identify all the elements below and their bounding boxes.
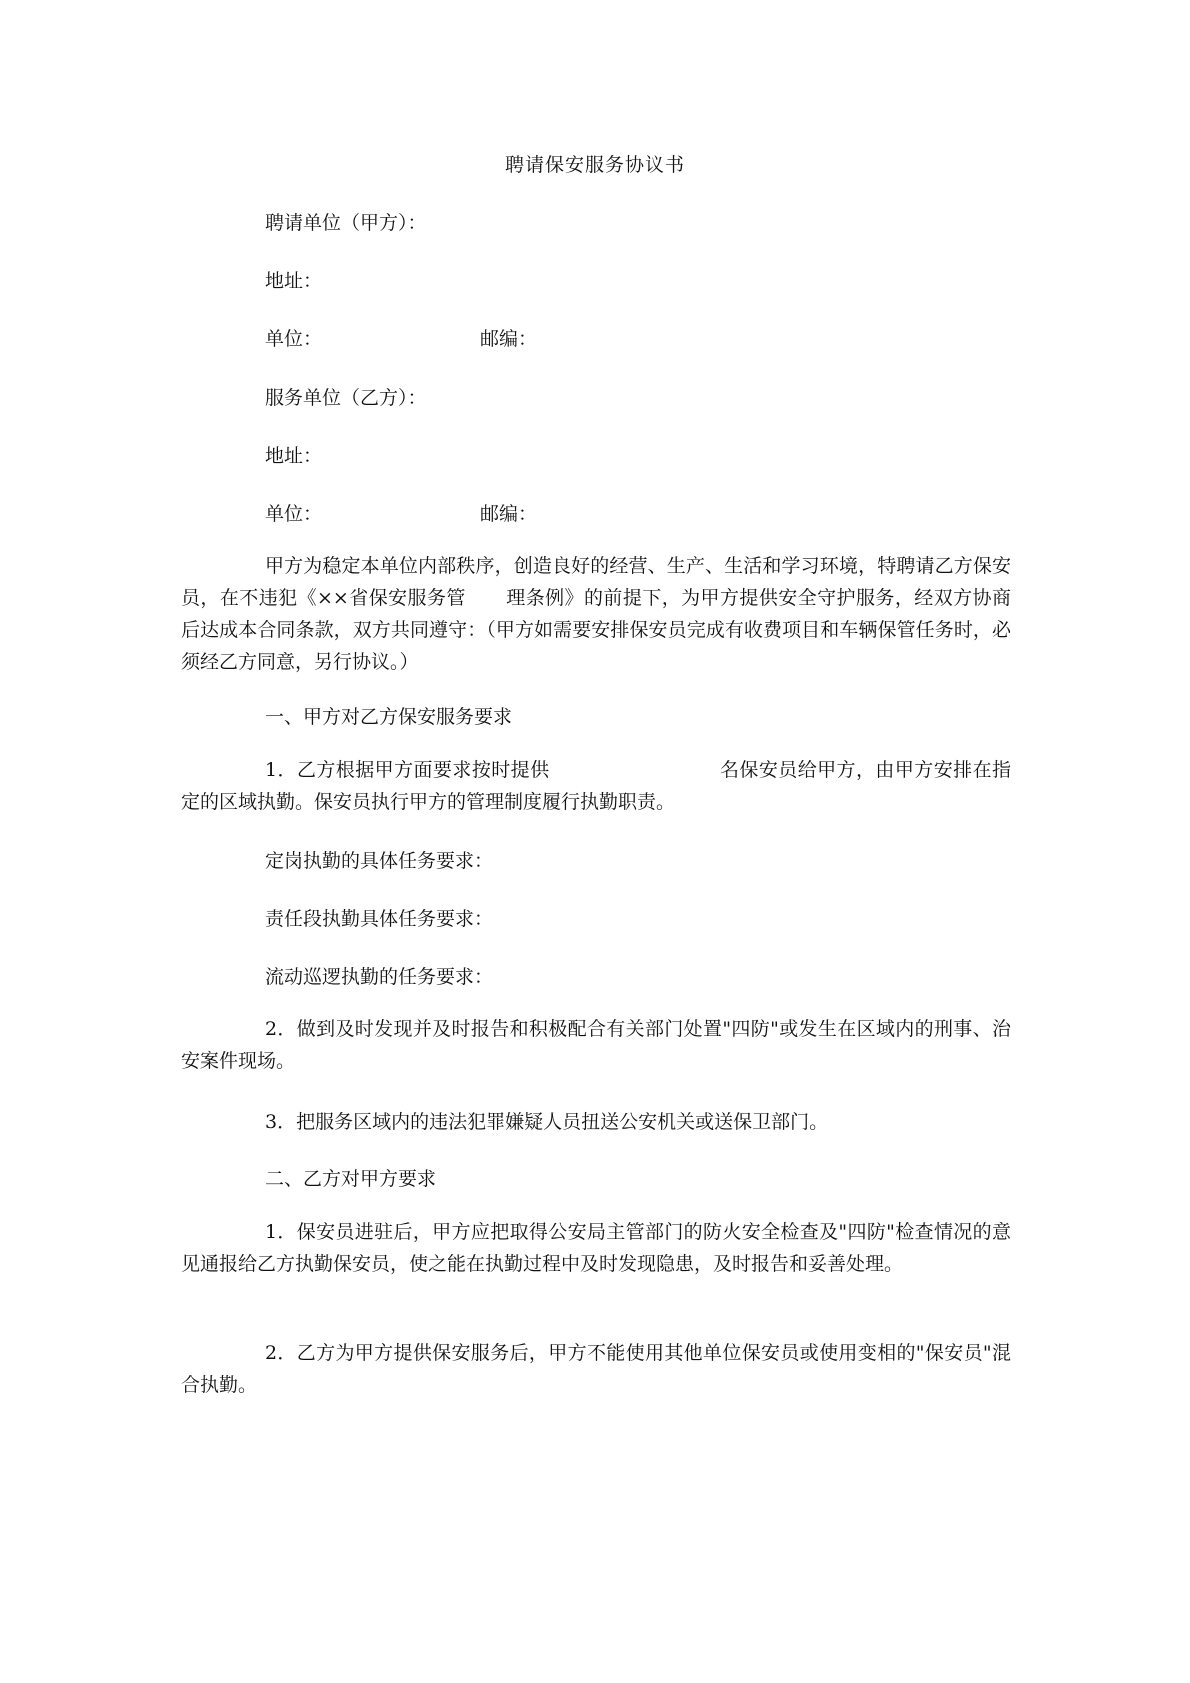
party-b-label: 服务单位（乙方）： xyxy=(265,387,427,409)
intro-text-part1: 甲方为稳定本单位内部秩序，创造良好的经营、生产、生活和学习环境，特聘请乙方保安员，在不违犯《××省保安服务管 xyxy=(181,555,1011,609)
s1-item1-part2: 名保安员给甲方，由甲方安排在指定的区域执勤。保安员执行甲方的管理制度履行执勤职责。 xyxy=(181,759,1011,813)
fixed-post-requirements: 定岗执勤的具体任务要求： xyxy=(265,850,494,872)
document-title: 聘请保安服务协议书 xyxy=(504,154,685,176)
party-b-unit-row xyxy=(265,499,537,526)
section-2-item-2: 2．乙方为甲方提供保安服务后，甲方不能使用其他单位保安员或使用变相的"保安员"混合执勤。 xyxy=(181,1342,1011,1396)
party-b-postcode-label: 邮编： xyxy=(480,503,538,525)
patrol-duty-requirements: 流动巡逻执勤的任务要求： xyxy=(265,966,494,988)
party-b-unit-label: 单位： xyxy=(265,503,323,525)
party-a-postcode-label: 邮编： xyxy=(480,328,538,350)
party-a-unit-label: 单位： xyxy=(265,328,323,350)
intro-paragraph xyxy=(181,550,1011,678)
party-a-address: 地址： xyxy=(265,270,323,292)
intro-text-part2: 理条例》的前提下，为甲方提供安全守护服务，经双方协商后达成本合同条款，双方共同遵守：（甲方如需要安排保安员完成有收费项目和车辆保管任务时，必须经乙方同意，另行协议。） xyxy=(181,587,1011,673)
segment-duty-requirements: 责任段执勤具体任务要求： xyxy=(265,908,494,930)
party-a-unit-row xyxy=(265,324,537,351)
section-1-item-1 xyxy=(181,754,1011,818)
section-1-heading: 一、甲方对乙方保安服务要求 xyxy=(265,706,513,728)
s1-item1-part1: 1．乙方根据甲方面要求按时提供 xyxy=(265,759,550,781)
party-a-label: 聘请单位（甲方）： xyxy=(265,212,427,234)
section-2-item-1: 1．保安员进驻后，甲方应把取得公安局主管部门的防火安全检查及"四防"检查情况的意见通报给乙方执勤保安员，使之能在执勤过程中及时发现隐患，及时报告和妥善处理。 xyxy=(181,1221,1011,1275)
party-b-address: 地址： xyxy=(265,445,323,467)
section-1-item-3: 3．把服务区域内的违法犯罪嫌疑人员扭送公安机关或送保卫部门。 xyxy=(265,1111,829,1133)
section-2-heading: 二、乙方对甲方要求 xyxy=(265,1168,437,1190)
section-1-item-2: 2．做到及时发现并及时报告和积极配合有关部门处置"四防"或发生在区域内的刑事、治安案件现场。 xyxy=(181,1018,1011,1072)
